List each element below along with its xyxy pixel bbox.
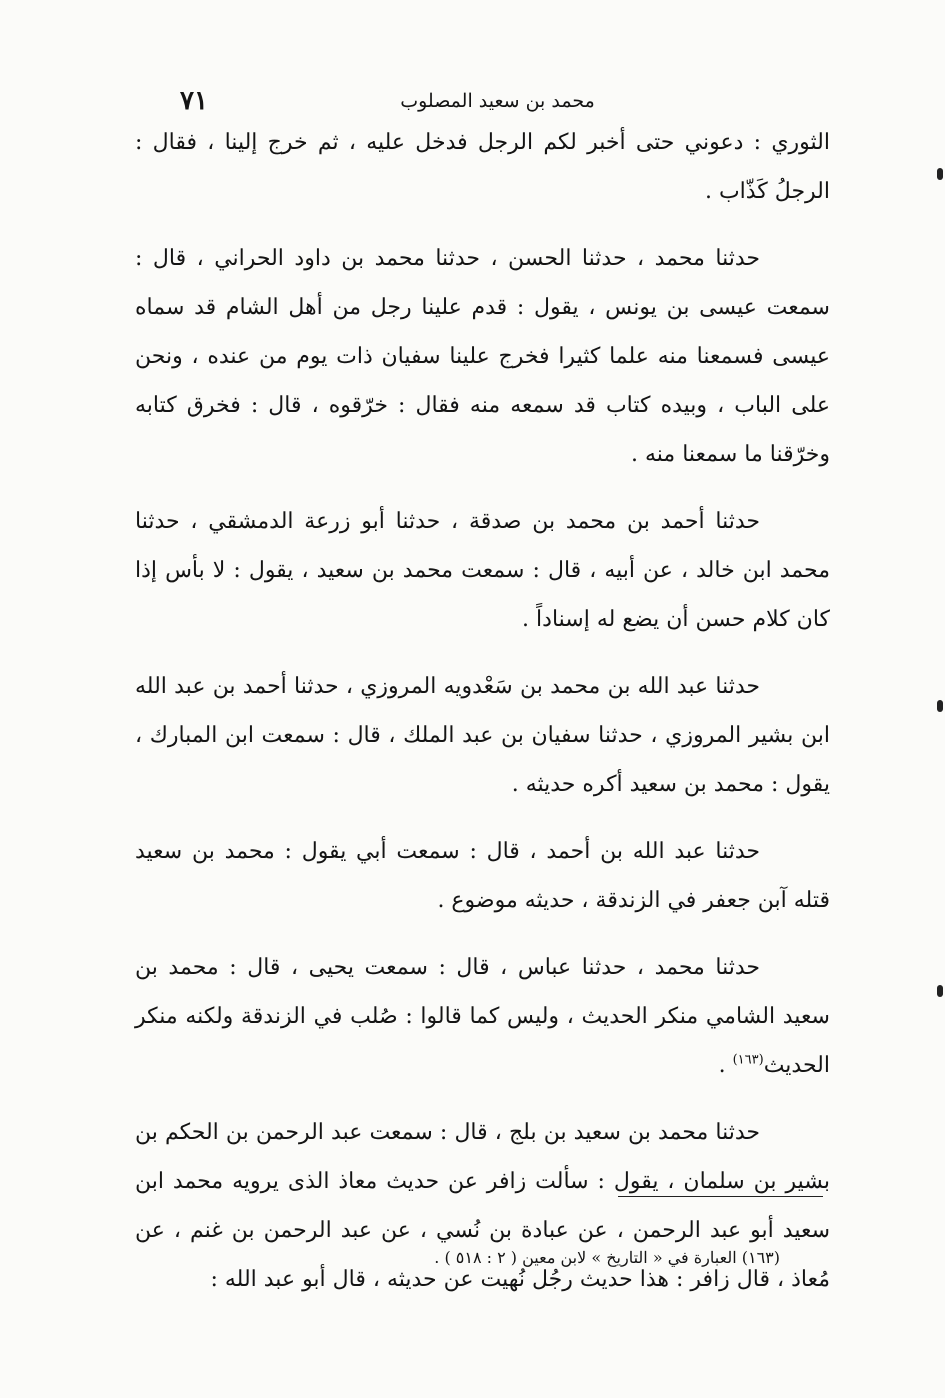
page-header (135, 86, 830, 122)
paragraph-1: الثوري : دعوني حتى أخبر لكم الرجل فدخل عليه ، ثم خرج إلينا ، فقال : الرجلُ كَذّاب . (135, 130, 830, 204)
paragraph-6-text: حدثنا محمد ، حدثنا عباس ، قال : سمعت يحيى ، قال : محمد بن سعيد الشامي منكر الحديث ، وليس كما قالوا : صُلب في الزندقة ولكنه منكر الحديث (135, 955, 830, 1078)
scan-edge-mark (937, 700, 943, 712)
paragraph-2: حدثنا محمد ، حدثنا الحسن ، حدثنا محمد بن داود الحراني ، قال : سمعت عيسى بن يونس ، يقول : قدم علينا رجل من أهل الشام قد سماه عيسى فسمعنا منه علما كثيرا فخرج علينا سفيان ذات يوم من عنده ، ونحن على الباب ، وبيده كتاب قد سمعه منه فقال : خرّقوه ، قال : فخرق كتابه وخرّقنا ما سمعنا منه . (135, 246, 830, 467)
footnote-reference: (١٦٣) (732, 1052, 764, 1068)
footnote-divider (618, 1196, 823, 1197)
paragraph-4: حدثنا عبد الله بن محمد بن سَعْدويه المروزي ، حدثنا أحمد بن عبد الله ابن بشير المروزي ، حدثنا سفيان بن عبد الملك ، قال : سمعت ابن المبارك ، يقول : محمد بن سعيد أكره حديثه . (135, 674, 830, 797)
main-text (135, 118, 830, 1304)
paragraph-6-tail: . (718, 1053, 733, 1078)
paragraph-3: حدثنا أحمد بن محمد بن صدقة ، حدثنا أبو زرعة الدمشقي ، حدثنا محمد ابن خالد ، عن أبيه ، قال : سمعت محمد بن سعيد ، يقول : لا بأس إذا كان كلام حسن أن يضع له إسناداً . (135, 509, 830, 632)
paragraph-6 (135, 943, 830, 1090)
scan-edge-mark (937, 168, 943, 180)
running-head: محمد بن سعيد المصلوب (400, 90, 595, 112)
footnote: (١٦٣) العبارة في « التاريخ » لابن معين ( ٢ : ٥١٨ ) . (434, 1248, 780, 1267)
scan-edge-mark (937, 985, 943, 997)
paragraph-5: حدثنا عبد الله بن أحمد ، قال : سمعت أبي يقول : محمد بن سعيد قتله آبن جعفر في الزندقة ، حديثه موضوع . (135, 839, 830, 913)
page-number: ٧١ (180, 86, 208, 116)
paragraph-7: حدثنا محمد بن سعيد بن بلج ، قال : سمعت عبد الرحمن بن الحكم بن بشير بن سلمان ، يقول : سألت زافر عن حديث معاذ الذى يرويه محمد ابن سعيد أبو عبد الرحمن ، عن عبادة بن نُسي ، عن عبد الرحمن بن غنم ، عن مُعاذ ، قال زافر : هذا حديث رجُل نُهيت عن حديثه ، قال أبو عبد الله : (135, 1120, 830, 1292)
